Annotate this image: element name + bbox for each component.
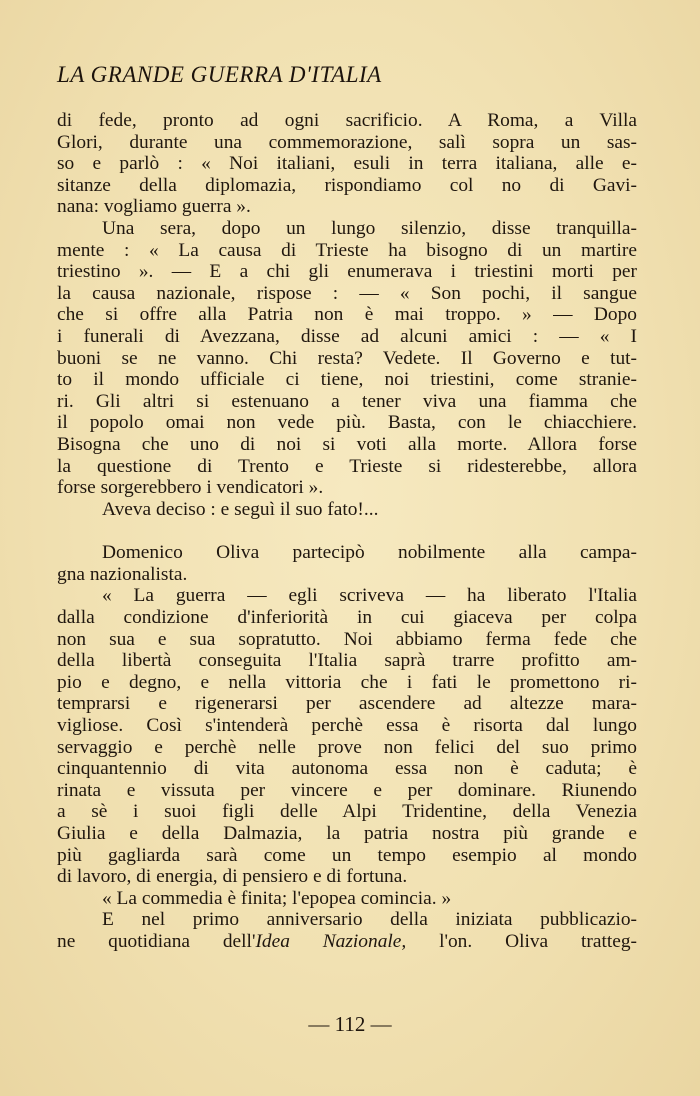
text-line: la questione di Trento e Trieste si ridesterebbe, allora xyxy=(57,455,637,477)
text-line: sitanze della diplomazia, rispondiamo col no di Gavi- xyxy=(57,174,637,196)
text-line: di fede, pronto ad ogni sacrificio. A Roma, a Villa xyxy=(57,110,637,131)
text-line: i funerali di Avezzana, disse ad alcuni amici : — « I xyxy=(57,325,637,347)
text-line: to il mondo ufficiale ci tiene, noi triestini, come stranie- xyxy=(57,369,637,391)
text-line: di lavoro, di energia, di pensiero e di fortuna. xyxy=(57,866,408,888)
text-line: la causa nazionale, rispose : — « Son pochi, il sangue xyxy=(57,282,637,304)
page-number: — 112 — xyxy=(308,1012,392,1036)
text-line: Domenico Oliva partecipò nobilmente alla campa- xyxy=(102,542,637,564)
text-line: a sè i suoi figli delle Alpi Tridentine, della Venezia xyxy=(57,801,637,823)
text-line: non sua e sua sopratutto. Noi abbiamo ferma fede che xyxy=(57,628,637,650)
text-line: vigliose. Così s'intenderà perchè essa è risorta dal lungo xyxy=(57,715,637,737)
text-line: « La commedia è finita; l'epopea comincia. » xyxy=(102,887,452,909)
text-line: nana: vogliamo guerra ». xyxy=(57,196,251,218)
text-line: Aveva deciso : e seguì il suo fato!... xyxy=(102,498,379,520)
body-text xyxy=(57,110,637,953)
text-line: pio e degno, e nella vittoria che i fati le promettono ri- xyxy=(57,671,637,693)
running-head: LA GRANDE GUERRA D'ITALIA xyxy=(57,62,382,87)
text-line: della libertà conseguita l'Italia saprà trarre profitto am- xyxy=(57,650,637,672)
text-segment: ne quotidiana dell' xyxy=(57,930,256,952)
text-line: più gagliarda sarà come un tempo esempio al mondo xyxy=(57,844,637,866)
text-line: so e parlò : « Noi italiani, esuli in terra italiana, alle e- xyxy=(57,153,637,175)
text-segment: l'on. Oliva tratteg- xyxy=(406,930,638,952)
text-line: mente : « La causa di Trieste ha bisogno di un martire xyxy=(57,239,637,261)
text-line: ri. Gli altri si estenuano a tener viva una fiamma che xyxy=(57,390,637,412)
text-line xyxy=(57,931,637,953)
text-line: il popolo omai non vede più. Basta, con le chiacchiere. xyxy=(57,412,637,434)
text-line: che si offre alla Patria non è mai troppo. » — Dopo xyxy=(57,304,637,326)
text-line: Glori, durante una commemorazione, salì sopra un sas- xyxy=(57,131,637,153)
text-line: triestino ». — E a chi gli enumerava i triestini morti per xyxy=(57,261,637,283)
text-line: buoni se ne vanno. Chi resta? Vedete. Il Governo e tut- xyxy=(57,347,637,369)
italic-title: Idea Nazionale, xyxy=(255,930,407,952)
text-line: Giulia e della Dalmazia, la patria nostra più grande e xyxy=(57,823,637,844)
text-line: Una sera, dopo un lungo silenzio, disse tranquilla- xyxy=(102,217,637,239)
text-line: rinata e vissuta per vincere e per dominare. Riunendo xyxy=(57,779,637,801)
text-line: servaggio e perchè nelle prove non felici del suo primo xyxy=(57,736,637,758)
text-line: E nel primo anniversario della iniziata pubblicazio- xyxy=(102,909,637,931)
text-line: gna nazionalista. xyxy=(57,563,188,585)
text-line: « La guerra — egli scriveva — ha liberato l'Italia xyxy=(102,585,637,607)
text-line: Bisogna che uno di noi si voti alla morte. Allora forse xyxy=(57,433,637,455)
paragraph-gap xyxy=(57,520,637,542)
text-line: dalla condizione d'inferiorità in cui giaceva per colpa xyxy=(57,607,637,629)
text-line: temprarsi e rigenerarsi per ascendere ad altezze mara- xyxy=(57,693,637,715)
text-line: forse sorgerebbero i vendicatori ». xyxy=(57,477,324,499)
text-line: cinquantennio di vita autonoma essa non è caduta; è xyxy=(57,758,637,780)
